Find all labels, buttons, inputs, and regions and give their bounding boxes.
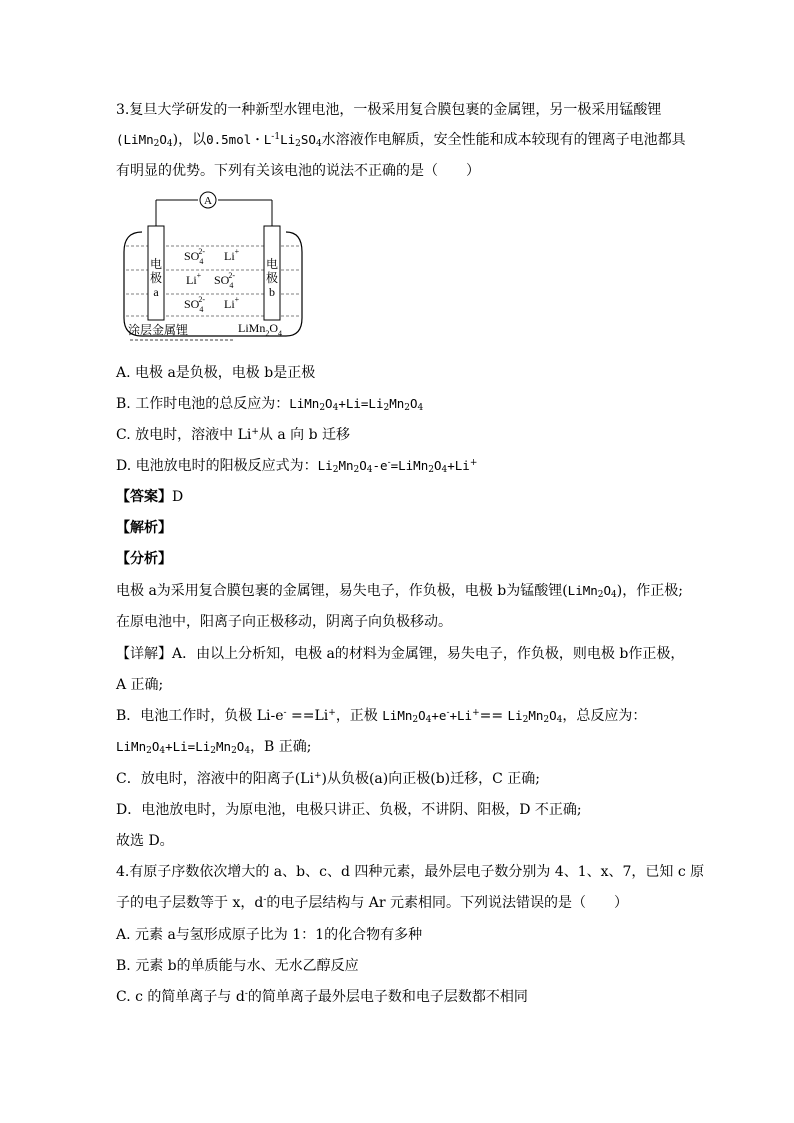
ion-sulfate: $SO_42-$ xyxy=(214,271,236,290)
q3-option-c: C. 放电时，溶液中 Li+从 a 向 b 迁移 xyxy=(116,427,350,443)
svg-text:电: 电 xyxy=(149,257,163,271)
q3-line-2: $(LiMn_2O_4)$，以0.5mol・$L^{-1}Li_2SO_4$水溶液作电解质，安全性能和成本较现有的锂离子电池都具 xyxy=(116,132,686,149)
ion-sulfate: $SO_42-$ xyxy=(184,247,206,266)
q4-line-2: 子的电子层数等于 x，d-的电子层结构与 Ar 元素相同。下列说法错误的是（ ） xyxy=(116,895,629,911)
formula: (LiMn xyxy=(116,132,154,147)
section-jiexi: 【解析】 xyxy=(116,520,172,536)
q4-option-c: C. c 的简单离子与 d-的简单离子最外层电子数和电子层数都不相同 xyxy=(116,989,528,1005)
q4-option-a: A. 元素 a与氢形成原子比为 1：1的化合物有多种 xyxy=(116,927,423,943)
analysis-line-1: 电极 a为采用复合膜包裹的金属锂，易失电子，作负极，电极 b为锰酸锂$(LiMn_2O_4)$，作正极; xyxy=(116,583,683,600)
answer-line: 【答案】D xyxy=(116,489,184,505)
analysis-line-2: 在原电池中，阳离子向正极移动，阴离子向负极移动。 xyxy=(116,614,452,630)
svg-text:A: A xyxy=(204,195,212,207)
concentration: 0.5mol・L xyxy=(206,132,272,147)
section-fenxi: 【分析】 xyxy=(116,551,172,567)
label-limn2o4: $LiMn_2O_4$ xyxy=(238,321,283,338)
svg-text:电: 电 xyxy=(265,257,279,271)
svg-text:极: 极 xyxy=(265,271,279,285)
detail-line-6: D．电池放电时，为原电池，电极只讲正、负极，不讲阴、阳极，D 不正确; xyxy=(116,802,582,818)
q4-option-b: B. 元素 b的单质能与水、无水乙醇反应 xyxy=(116,958,359,974)
svg-text:a: a xyxy=(153,285,159,299)
q3-text: 3.复旦大学研发的一种新型水锂电池，一极采用复合膜包裹的金属锂，另一极采用锰酸锂 xyxy=(116,102,662,118)
q3-option-a: A. 电极 a是负极，电极 b是正极 xyxy=(116,365,316,381)
q3-line-1 xyxy=(116,100,661,120)
ion-lithium: Li+ xyxy=(186,271,202,287)
label-coated-lithium: 涂层金属锂 xyxy=(128,323,189,337)
detail-line-5: C．放电时，溶液中的阳离子(Li+)从负极(a)向正极(b)迁移，C 正确; xyxy=(116,771,540,787)
svg-text:b: b xyxy=(269,285,275,299)
detail-line-1: 【详解】A．由以上分析知，电极 a的材料为金属锂，易失电子，作负极，则电极 b作正极， xyxy=(116,646,685,662)
battery-diagram xyxy=(120,190,310,340)
svg-text:极: 极 xyxy=(149,271,163,285)
q3-option-b: B. 工作时电池的总反应为：$LiMn_2O_4+Li=Li_2Mn_2O_4$ xyxy=(116,396,424,413)
detail-line-3: B．电池工作时，负极 Li-e- ==Li+，正极 $LiMn_2O_4+e^-+Li^+== Li_2Mn_2O_4$，总反应为： xyxy=(116,708,647,725)
detail-line-2: A 正确; xyxy=(116,677,164,693)
ion-lithium: Li+ xyxy=(224,247,240,263)
ion-sulfate: $SO_42-$ xyxy=(184,295,206,314)
detail-line-7: 故选 D。 xyxy=(116,833,174,849)
q3-line-3: 有明显的优势。下列有关该电池的说法不正确的是（ ） xyxy=(116,163,480,179)
ion-lithium: Li+ xyxy=(224,295,240,311)
q3-option-d: D. 电池放电时的阳极反应式为：$Li_2Mn_2O_4-e^-=LiMn_2O_4+Li^+$ xyxy=(116,458,478,475)
q4-line-1: 4.有原子序数依次增大的 a、b、c、d 四种元素，最外层电子数分别为 4、1、x、7，已知 c 原 xyxy=(116,864,705,880)
detail-line-4: $LiMn_2O_4+Li=Li_2Mn_2O_4$，B 正确; xyxy=(116,739,312,756)
